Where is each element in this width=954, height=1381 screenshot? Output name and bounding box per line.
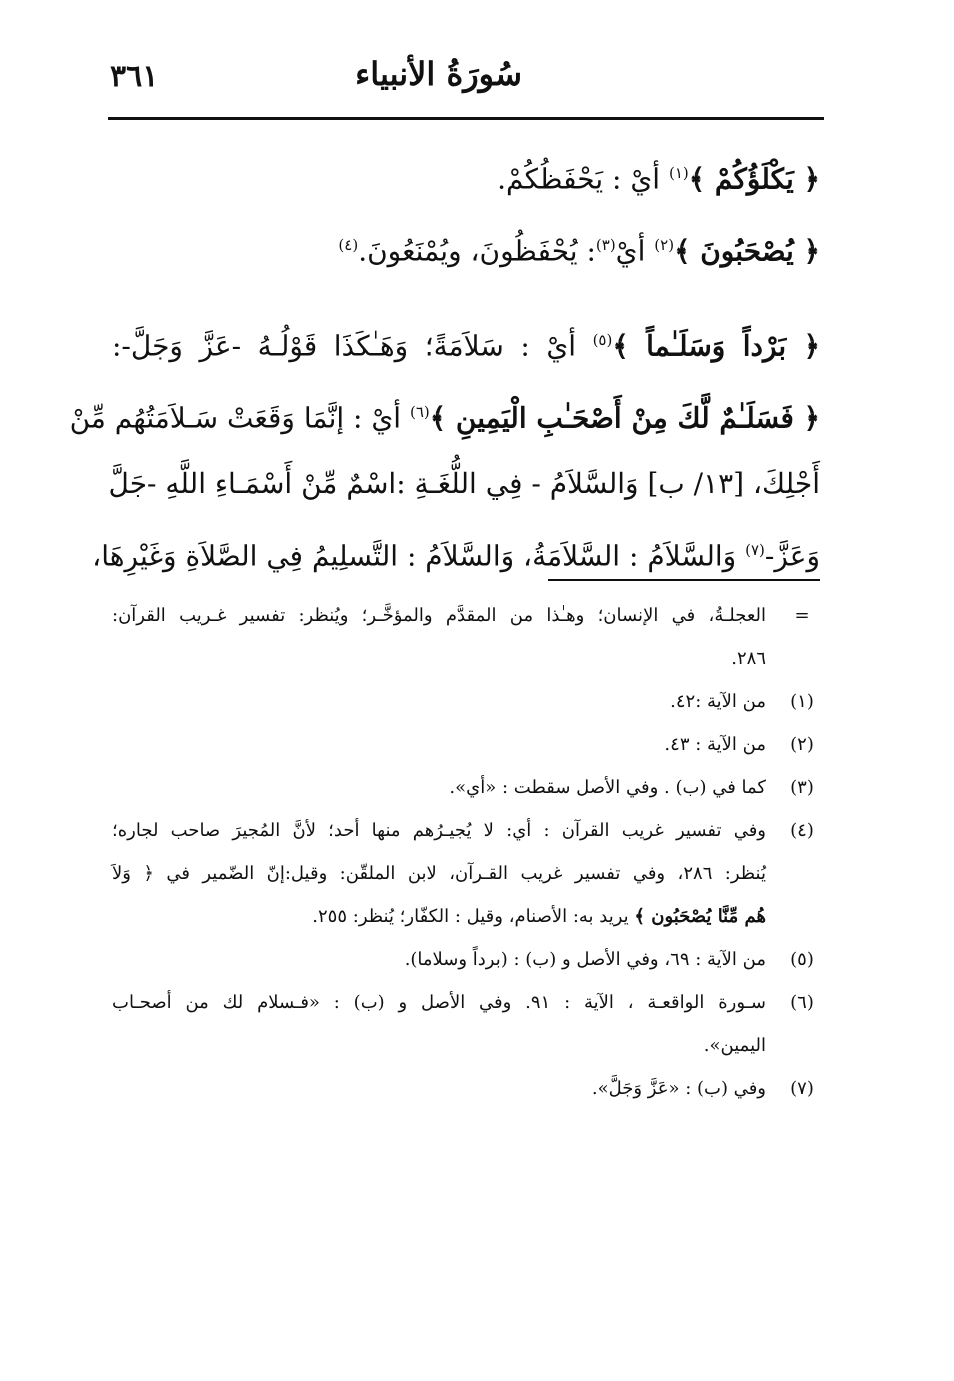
quran-quote: ﴿ بَرْداً وَسَلَـٰماً ﴾ [612,328,820,362]
continuation-marker: = [794,605,810,626]
main-text-span: : يُحْفَظُونَ، ويُمْنَعُونَ. [358,234,596,268]
quran-quote: ﴿ يُصْحَبُونَ ﴾ [674,234,820,268]
quran-quote: ﴿ فَسَلَـٰمٌ لَّكَ مِنْ أَصْحَـٰبِ الْيَمِينِ ﴾ [429,401,820,435]
footnote-number: (٢) [790,734,814,755]
footnote-text: اليمين». [703,1035,766,1056]
footnote-continuation [112,594,822,680]
footnote-text: وفي (ب) : «عَزَّ وَجَلَّ». [591,1078,766,1099]
footnote-ref: (١) [668,164,689,182]
footnote-ref: (٧) [745,541,765,560]
main-line-5 [108,451,820,517]
footnote-ref: (٣) [595,236,616,255]
main-text-span: وَعَزَّ- [764,539,820,573]
main-line-4 [69,379,820,451]
footnote-text: يُنظر: ٢٨٦، وفي تفسير غريب القـرآن، لابن الملقّن: وقيل:إنّ الضّمير في ﴿ وَلاَ [112,863,766,884]
footnote-text: ٢٨٦. [731,648,766,669]
footnotes [112,594,822,1110]
main-text-span: أيْ : يَحْفَظُكُمْ. [497,162,669,196]
page-number: ٣٦١ [110,59,159,94]
footnote-text: وفي تفسير غريب القرآن : أي: لا يُجيـرُهم منها أحد؛ لأنَّ المُجيرَ صاحب لجاره؛ [112,820,766,841]
footnote-text: من الآية :٤٢. [670,691,766,712]
main-text-span: وَالسَّلاَمُ : السَّلاَمَةُ، وَالسَّلاَمُ : التَّسلِيمُ فِي الصَّلاَةِ وَغَيْرِهَا، [92,539,746,573]
quran-quote: ﴿ يَكْلَؤُكُمْ ﴾ [688,162,820,196]
main-line-1 [112,140,820,212]
footnote-ref: (٥) [592,330,613,349]
main-line-2 [112,212,820,284]
header-rule [108,117,824,120]
main-text [69,140,820,590]
footnote-item [112,723,822,766]
footnote-text-line [112,895,766,938]
footnote-text: يريد به: الأصنام، وقيل : الكفّار؛ يُنظر: ٢٥٥. [312,906,635,927]
paragraph-gap [112,285,820,307]
main-line-3 [112,307,820,379]
footnote-rule [548,579,820,581]
footnote-number: (٥) [790,949,814,970]
footnote-item [112,938,822,981]
surah-title: سُورَةُ الأنبياء [355,55,522,93]
main-text-span: أيْ [615,234,655,268]
footnote-item [112,1067,822,1110]
footnote-item [112,809,822,938]
footnote-text: العجلـةُ، في الإنسان؛ وهـٰذا من المقدَّم والمؤخَّـر؛ ويُنظر: تفسير غـريب القرآن: [112,605,766,626]
footnote-text: سـورة الواقعـة ، الآية : ٩١. وفي الأصل و (ب) : «فـسلام لك من أصحـاب [112,992,766,1013]
footnote-text: من الآية : ٤٣. [664,734,766,755]
footnote-number: (٤) [790,820,814,841]
footnote-text: كما في (ب) . وفي الأصل سقطت : «أي». [449,777,766,798]
footnote-number: (٣) [790,777,814,798]
main-text-span: أيْ : إنَّمَا وَقَعَتْ سَـلاَمَتُهُم مِّنْ [69,401,410,435]
footnote-item [112,981,822,1067]
footnote-ref: (٤) [338,236,359,255]
footnote-number: (٦) [790,992,814,1013]
footnote-text: من الآية : ٦٩، وفي الأصل و (ب) : (برداً وسلاما). [404,949,766,970]
page-header [110,55,822,113]
footnote-number: (٧) [790,1078,814,1099]
main-text-span: أيْ : سَلاَمَةً؛ وَهَـٰكَذَا قَوْلُـهُ -عَزَّ وَجَلَّ-: [112,328,593,362]
footnote-ref: (٢) [654,236,675,255]
main-text-span: أَجْلِكَ، [١٣/ ب] وَالسَّلاَمُ - فِي اللُّغَـةِ :اسْمٌ مِّنْ أَسْمَـاءِ اللَّهِ -جَلَّ [108,467,820,501]
footnote-item [112,766,822,809]
footnote-ref: (٦) [409,402,430,421]
footnote-number: (١) [790,691,814,712]
quran-quote: هُم مِّنَّا يُصْحَبُون ﴾ [634,906,766,927]
footnote-item [112,680,822,723]
